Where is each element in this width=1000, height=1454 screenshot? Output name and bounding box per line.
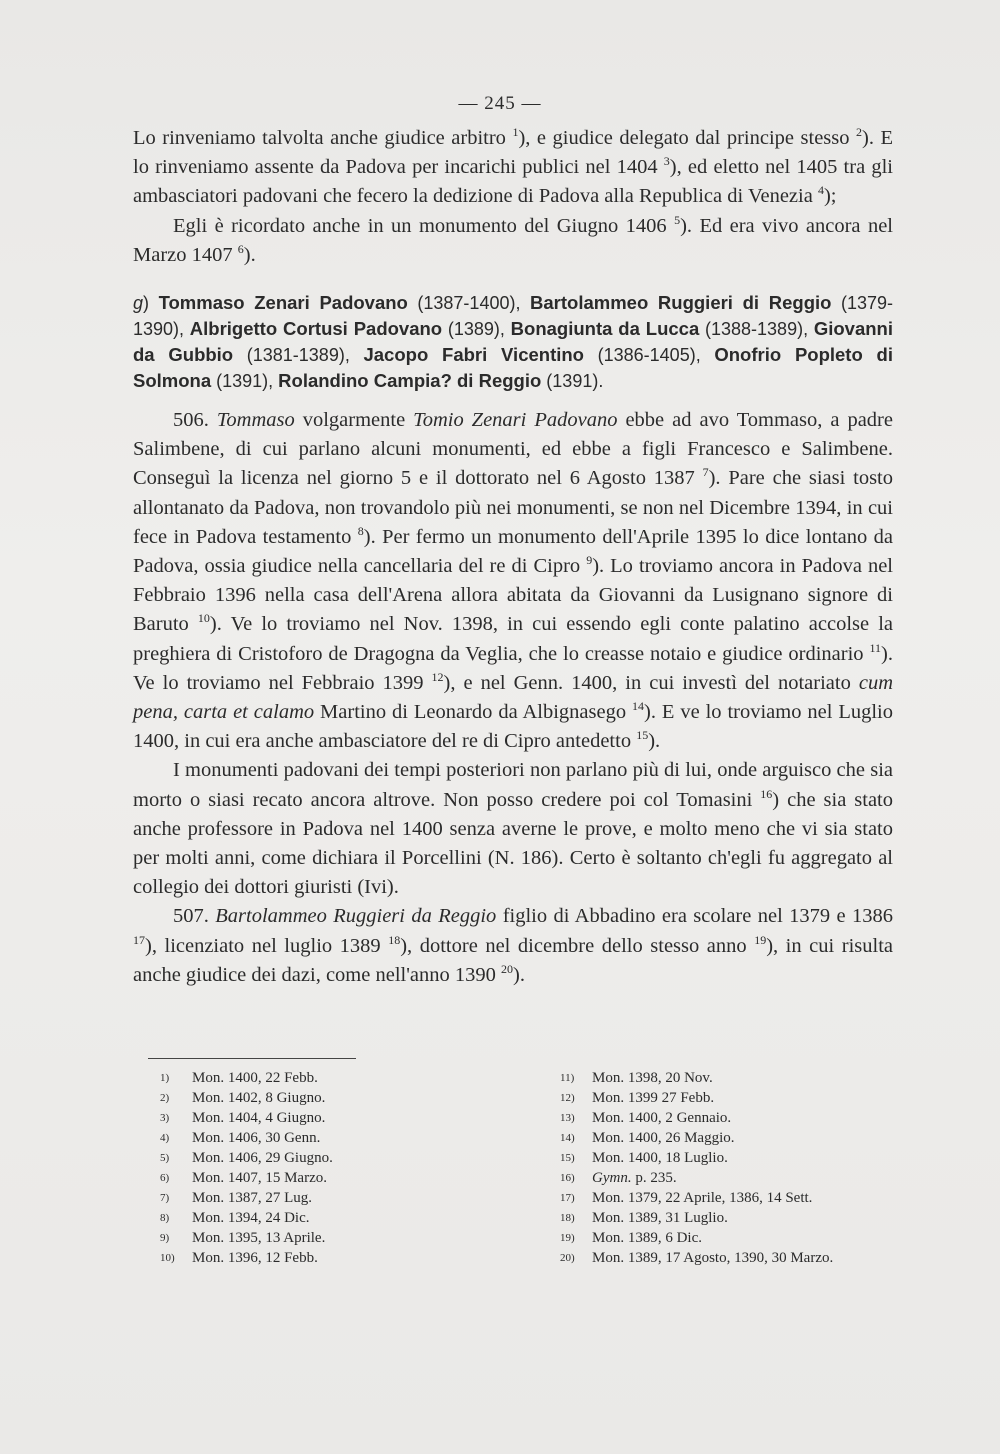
scholar-name: Onofrio Popleto di Solmona <box>133 344 893 392</box>
footnote-text: Mon. 1400, 26 Maggio. <box>592 1130 735 1146</box>
scholar-name: Bonagiunta da Lucca <box>510 318 700 340</box>
scholar-name: Bartolammeo Ruggieri di Reggio <box>530 292 832 314</box>
footnote-ref: 3 <box>663 154 670 169</box>
footnote-number: 11) <box>560 1072 575 1084</box>
footnote <box>160 1068 333 1088</box>
footnote-text: Mon. 1406, 30 Genn. <box>192 1130 321 1146</box>
text-run: ); <box>823 185 837 208</box>
scholar-name: Albrigetto Cortusi Padovano <box>189 318 443 340</box>
footnote-text: Mon. 1395, 13 Aprile. <box>192 1230 326 1246</box>
footnote <box>160 1148 333 1168</box>
footnote <box>560 1208 833 1228</box>
years: (1387-1400), <box>407 293 531 314</box>
page-number: — 245 — <box>458 93 542 114</box>
footnote <box>560 1228 833 1248</box>
scholar-name: Rolandino Campia? di Reggio <box>278 370 542 392</box>
entry-number: 507. <box>173 905 216 928</box>
footnote-ref: 8 <box>357 523 364 538</box>
footnote <box>560 1188 833 1208</box>
text-run: ). <box>243 243 256 266</box>
footnotes-left <box>160 1068 333 1268</box>
text-run: ), ed eletto nel 1405 tra gli ambasciatori padovani che fecero la dedizione di Padova alla Republica di Venezia <box>133 156 893 208</box>
footnote-text: Mon. 1396, 12 Febb. <box>192 1250 318 1266</box>
footnote-text: Mon. 1389, 17 Agosto, 1390, 30 Marzo. <box>592 1250 834 1266</box>
footnote <box>160 1088 333 1108</box>
text-run: ). <box>513 963 525 986</box>
text-run: Martino di Leonardo da Albignasego <box>314 701 633 724</box>
text-run: Lo rinveniamo talvolta anche giudice arbitro <box>133 127 513 149</box>
scholar-name: Jacopo Fabri Vicentino <box>363 344 584 366</box>
footnote-number: 12) <box>560 1092 575 1104</box>
scholar-name: Tommaso Zenari Padovano <box>158 292 408 314</box>
footnote <box>560 1128 833 1148</box>
text-run: ). E ve lo troviamo nel Luglio 1400, in cui era anche ambasciatore del re di Cipro antedetto <box>133 701 893 753</box>
paragraph-arbitro <box>133 124 893 212</box>
years: (1379-1390), <box>133 293 894 340</box>
footnote-number: 8) <box>160 1212 170 1224</box>
years: (1389), <box>442 319 511 340</box>
footnote <box>560 1068 833 1088</box>
text-run: ebbe ad avo Tommaso, a padre Salimbene, di cui parlano alcuni monumenti, ed ebbe a figli Francesco e Salimbene. Conseguì la licenza nel giorno 5 e il dottorato nel 6 Agosto 1387 <box>133 409 893 490</box>
footnote-ref: 12 <box>431 669 444 684</box>
footnote-text: Mon. 1404, 4 Giugno. <box>192 1110 326 1126</box>
footnote-number: 18) <box>560 1212 575 1224</box>
section-letter: g <box>133 293 144 314</box>
text-run: figlio di Abbadino era scolare nel 1379 e 1386 <box>496 905 894 928</box>
footnote-text: Mon. 1387, 27 Lug. <box>192 1190 312 1206</box>
text-run: ). Lo troviamo ancora in Padova nel Febbraio 1396 nella casa dell'Arena allora abitata da Giovanni da Lusignano signore di Baruto <box>133 555 893 636</box>
footnote <box>160 1208 333 1228</box>
footnote <box>160 1188 333 1208</box>
text-run: ), licenziato nel luglio 1389 <box>145 934 389 957</box>
footnote-number: 9) <box>160 1232 170 1244</box>
footnote-number: 14) <box>560 1132 575 1144</box>
footnote-text: Mon. 1407, 15 Marzo. <box>192 1170 327 1186</box>
text-run: ). <box>648 730 661 753</box>
footnote-italic: Gymn. <box>592 1170 632 1186</box>
footnote <box>160 1128 333 1148</box>
footnote-ref: 14 <box>632 699 645 714</box>
footnote-ref: 9 <box>586 553 593 568</box>
footnote-number: 13) <box>560 1112 575 1124</box>
footnote-ref: 5 <box>674 212 681 227</box>
entry-number: 506. <box>173 409 217 432</box>
footnote-text: Mon. 1400, 18 Luglio. <box>592 1150 728 1166</box>
text-run: ) che sia stato anche professore in Padova nel 1400 senza averne le prove, e molto meno che vi sia stato per molti anni, come dichiara il Porcellini (N. 186). Certo è soltanto ch'egli fu aggregato al collegio dei dottori giuristi (Ivi). <box>133 788 893 899</box>
footnote-number: 3) <box>160 1112 170 1124</box>
footnote-text: Mon. 1389, 6 Dic. <box>592 1230 702 1246</box>
italic-name: Tommaso <box>216 409 295 432</box>
footnotes-right <box>560 1068 833 1268</box>
footnote-number: 19) <box>560 1232 575 1244</box>
text-run: ), in cui risulta anche giudice dei dazi, come nell'anno 1390 <box>133 934 893 986</box>
footnote-number: 20) <box>560 1252 575 1264</box>
text-run: ). Ve lo troviamo nel Febbraio 1399 <box>133 642 893 694</box>
footnote <box>160 1168 333 1188</box>
italic-phrase: cum pena, carta et calamo <box>133 671 893 724</box>
footnote-number: 7) <box>160 1192 170 1204</box>
text-run: ). Ve lo troviamo nel Nov. 1398, in cui essendo egli conte palatino accolse la preghiera di Cristoforo de Dragogna da Veglia, che lo creasse notaio e giudice ordinario <box>133 613 893 665</box>
years: (1391), <box>211 371 279 392</box>
footnote-text: Mon. 1398, 20 Nov. <box>592 1070 713 1086</box>
text-run: I monumenti padovani dei tempi posteriori non parlano più di lui, onde arguisco che sia morto o siasi recato ancora altrove. Non posso credere poi col Tomasini <box>133 759 893 811</box>
paragraph-monumenti <box>133 756 893 902</box>
text-run: Egli è ricordato anche in un monumento del Giugno 1406 <box>173 214 675 237</box>
footnote <box>560 1108 833 1128</box>
text-run: ), e giudice delegato dal principe stesso <box>518 127 856 149</box>
footnote-ref: 15 <box>636 728 649 743</box>
footnote <box>560 1088 833 1108</box>
footnote <box>560 1168 833 1188</box>
footnote-number: 6) <box>160 1172 170 1184</box>
years: (1388-1389), <box>699 319 814 340</box>
footnote-ref: 7 <box>702 465 709 480</box>
text-run: volgarmente <box>294 409 414 432</box>
paragraph-egli <box>133 212 893 270</box>
footnote-text: Mon. 1379, 22 Aprile, 1386, 14 Sett. <box>592 1190 813 1206</box>
footnote <box>560 1248 833 1268</box>
footnote-divider <box>148 1058 356 1059</box>
footnote-ref: 2 <box>856 125 862 139</box>
footnote-text: Mon. 1402, 8 Giugno. <box>192 1090 326 1106</box>
footnote-text-rest: p. 235. <box>631 1170 677 1186</box>
text-run: ). Ed era vivo ancora nel Marzo 1407 <box>133 214 893 266</box>
section-g-list: g) Tommaso Zenari Padovano (1387-1400), Bartolammeo Ruggieri di Reggio (1379-1390), Albrigetto Cortusi Padovano (1389), Bonagiunta da Lucca (1388-1389), Giovanni da Gubbio (1381-1389), Jacopo Fabri Vicentino (1386-1405), Onofrio Popleto di Solmona (1391), Rolandino Campia? di Reggio (1391). <box>133 292 894 392</box>
footnote-ref: 18 <box>388 932 401 947</box>
footnote-number: 5) <box>160 1152 170 1164</box>
footnote-text: Mon. 1399 27 Febb. <box>592 1090 715 1106</box>
footnote-number: 1) <box>160 1072 170 1084</box>
footnote-number: 4) <box>160 1132 170 1144</box>
paragraph-506 <box>133 406 893 756</box>
italic-name: Bartolammeo Ruggieri da Reggio <box>215 905 497 928</box>
footnote-ref: 10 <box>197 611 210 626</box>
years: (1381-1389), <box>233 345 364 366</box>
text-run: ), dottore nel dicembre dello stesso anno <box>400 934 755 957</box>
footnote-text: Mon. 1406, 29 Giugno. <box>192 1150 333 1166</box>
years: (1391). <box>541 371 604 392</box>
footnote <box>560 1148 833 1168</box>
footnote-text: Mon. 1394, 24 Dic. <box>192 1210 310 1226</box>
footnote-ref: 20 <box>501 961 513 976</box>
paragraph-507 <box>133 902 893 990</box>
footnote-number: 15) <box>560 1152 575 1164</box>
footnote-number: 17) <box>560 1192 575 1204</box>
footnote-text: Mon. 1400, 2 Gennaio. <box>592 1110 732 1126</box>
body-text <box>133 124 893 990</box>
years: (1386-1405), <box>583 345 715 366</box>
footnote <box>160 1248 333 1268</box>
footnote-ref: 16 <box>760 786 773 801</box>
footnote-number: 2) <box>160 1092 170 1104</box>
footnote-text: Mon. 1389, 31 Luglio. <box>592 1210 728 1226</box>
footnote-ref: 4 <box>817 183 824 198</box>
text-run: ). E lo rinveniamo assente da Padova per incarichi publici nel 1404 <box>133 127 893 179</box>
italic-name: Tomio Zenari Padovano <box>413 409 618 432</box>
text-run: ). Pare che siasi tosto allontanato da Padova, non trovandolo più nei monumenti, se non nel Dicembre 1394, in cui fece in Padova testamento <box>133 467 893 548</box>
footnote <box>160 1228 333 1248</box>
footnote-ref: 6 <box>237 241 244 256</box>
footnote-number: 10) <box>160 1252 175 1264</box>
footnote-ref: 17 <box>133 932 145 947</box>
footnote-ref: 11 <box>869 640 882 655</box>
footnote-text: Mon. 1400, 22 Febb. <box>192 1070 318 1086</box>
text-run: ). Per fermo un monumento dell'Aprile 1395 lo dice lontano da Padova, ossia giudice nella cancellaria del re di Cipro <box>133 525 893 578</box>
footnote <box>160 1108 333 1128</box>
footnote-number: 16) <box>560 1172 575 1184</box>
footnote-ref: 19 <box>754 932 767 947</box>
text-run: ), e nel Genn. 1400, in cui investì del notariato <box>443 671 859 694</box>
scholar-name: Giovanni da Gubbio <box>133 318 893 366</box>
footnote-ref: 1 <box>512 125 519 139</box>
